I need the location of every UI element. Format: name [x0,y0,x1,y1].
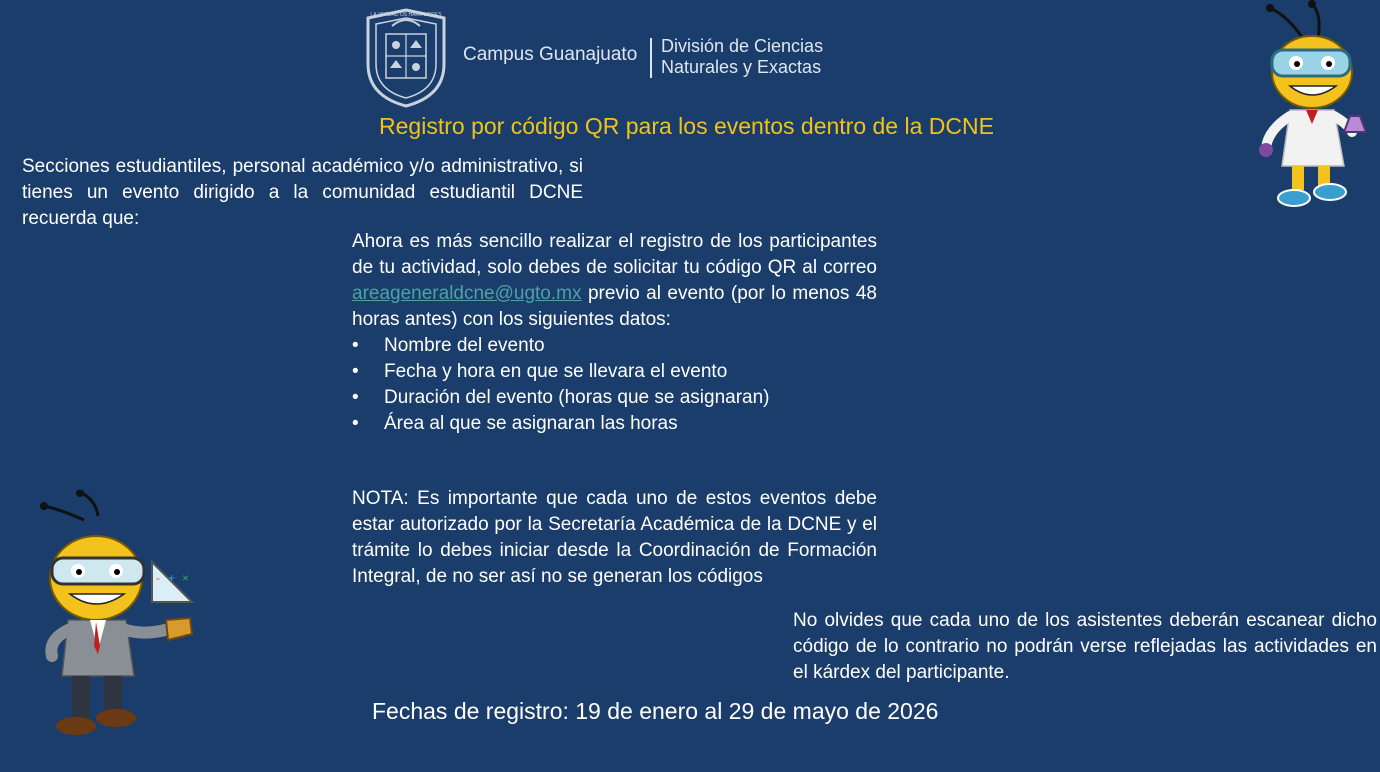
division-line-1: División de Ciencias [661,36,824,56]
intro-text: Secciones estudiantiles, personal académico y/o administrativo, si tienes un evento dirigido a la comunidad estudiantil DCNE recuerda que: [22,156,583,229]
instructions-text [352,229,877,333]
required-data-list [352,333,877,437]
header-divider [650,38,652,78]
instructions-text-end: previo al evento (por lo menos 48 horas antes) con los siguientes datos: [352,283,877,330]
list-item: • Área al que se asignaran las horas [352,411,877,437]
list-item: • Duración del evento (horas que se asignaran) [352,385,877,411]
svg-text:×: × [182,571,190,585]
division-line-2: Naturales y Exactas [661,57,822,77]
note-text: NOTA: Es importante que cada uno de estos eventos debe estar autorizado por la Secretaría Académica de la DCNE y el trámite lo debes iniciar desde la Coordinación de Formación Integral, de no ser así no se generan los códigos [352,488,877,587]
email-link[interactable]: areageneraldcne@ugto.mx [352,283,582,304]
bee-teacher-icon [38,490,198,746]
registration-dates: Fechas de registro: 19 de enero al 29 de mayo de 2026 [372,698,939,724]
list-item: • Nombre del evento [352,333,877,359]
seal-motto: LA VERDAD OS HARÁ LIBRES [370,12,442,18]
page-title: Registro por código QR para los eventos dentro de la DCNE [379,113,994,139]
instructions-block [352,229,877,437]
bee-scientist-icon [1252,0,1376,212]
svg-text:-: - [156,571,160,585]
instructions-text-start: Ahora es más sencillo realizar el registro de los participantes de tu actividad, solo debes de solicitar tu código QR al correo [352,231,877,278]
university-seal-icon [360,4,452,110]
svg-text:+: + [168,571,176,585]
reminder-text: No olvides que cada uno de los asistentes deberán escanear dicho código de lo contrario no podrán verse reflejadas las actividades en el kárdex del participante. [793,610,1377,683]
campus-name: Campus Guanajuato [463,44,638,65]
division-name [661,36,861,78]
list-item: • Fecha y hora en que se llevara el evento [352,359,877,385]
